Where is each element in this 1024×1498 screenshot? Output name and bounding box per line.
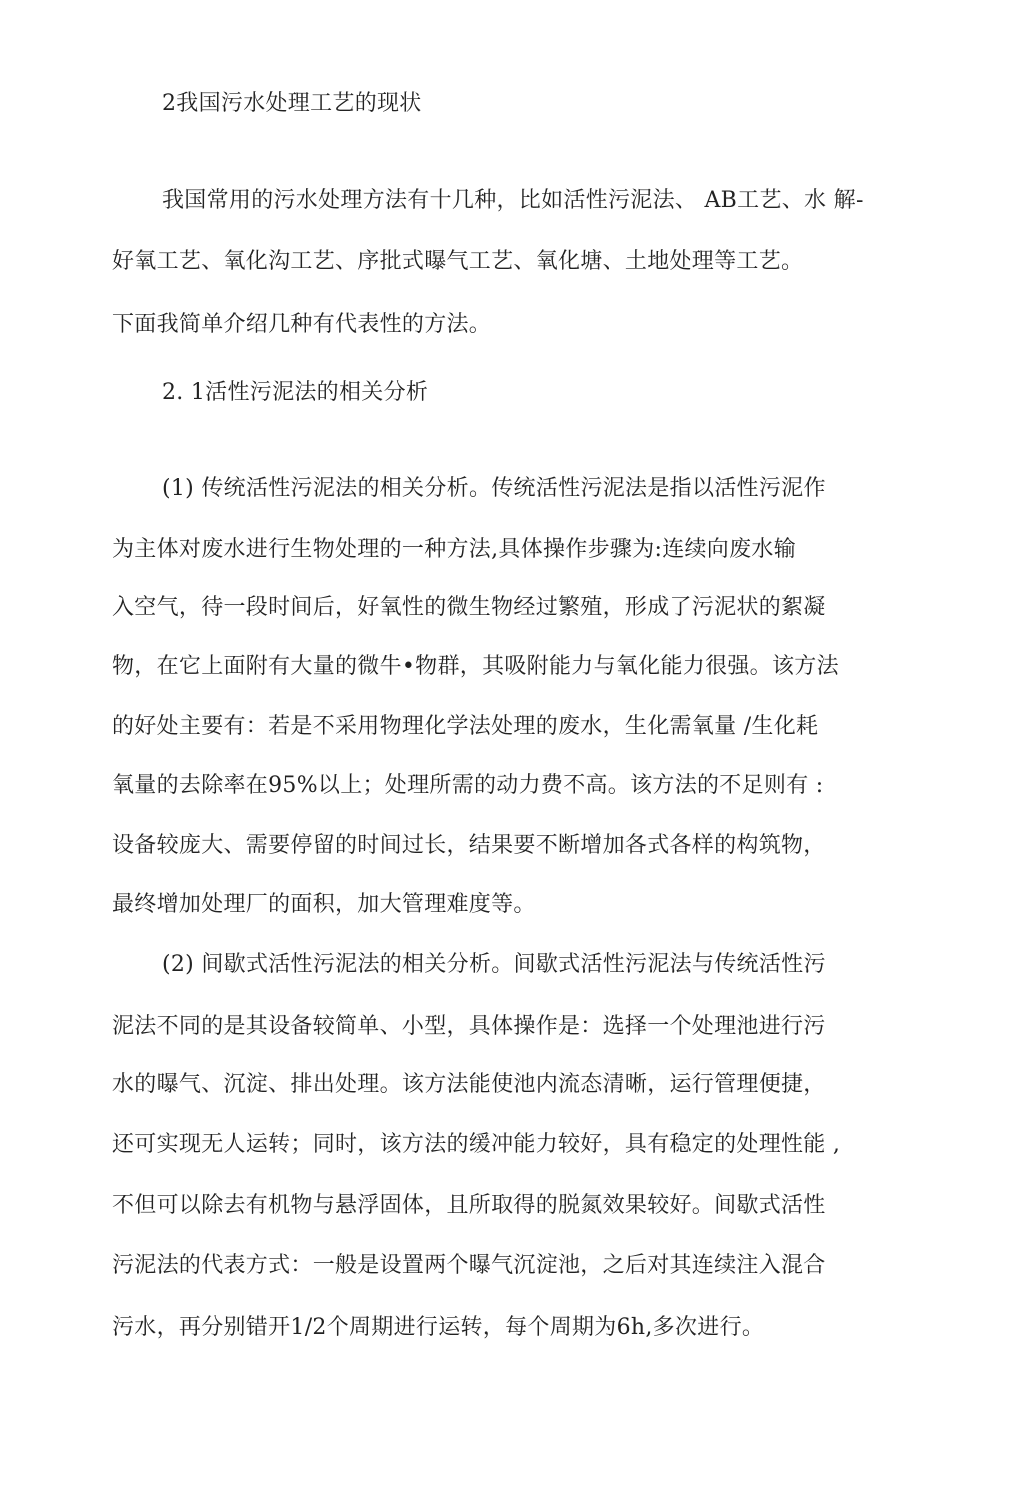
paragraph-line: 入空气，待一段时间后，好氧性的微生物经过繁殖，形成了污泥状的絮凝 bbox=[112, 595, 826, 620]
paragraph-line: 不但可以除去有机物与悬浮固体，且所取得的脱氮效果较好。间歇式活性 bbox=[112, 1193, 826, 1218]
paragraph-line: 最终增加处理厂的面积，加大管理难度等。 bbox=[112, 892, 536, 917]
paragraph-line: (1) 传统活性污泥法的相关分析。传统活性污泥法是指以活性污泥作 bbox=[162, 476, 826, 501]
paragraph-line: 的好处主要有：若是不采用物理化学法处理的废水，生化需氧量 /生化耗 bbox=[112, 714, 819, 739]
subsection-title: 2. 1活性污泥法的相关分析 bbox=[162, 380, 429, 405]
paragraph-line: 设备较庞大、需要停留的时间过长，结果要不断增加各式各样的构筑物， bbox=[112, 833, 826, 858]
paragraph-line: 氧量的去除率在95%以上；处理所需的动力费不高。该方法的不足则有 : bbox=[112, 773, 824, 798]
paragraph-line: 污泥法的代表方式：一般是设置两个曝气沉淀池，之后对其连续注入混合 bbox=[112, 1253, 826, 1278]
paragraph-line: 污水，再分别错开1/2个周期进行运转，每个周期为6h,多次进行。 bbox=[112, 1315, 765, 1340]
paragraph-line: (2) 间歇式活性污泥法的相关分析。间歇式活性污泥法与传统活性污 bbox=[162, 952, 826, 977]
paragraph-line: 还可实现无人运转；同时，该方法的缓冲能力较好，具有稳定的处理性能 , bbox=[112, 1132, 841, 1157]
paragraph-line: 泥法不同的是其设备较简单、小型，具体操作是：选择一个处理池进行污 bbox=[112, 1014, 826, 1039]
section-title: 2我国污水处理工艺的现状 bbox=[162, 91, 422, 116]
paragraph-line: 物，在它上面附有大量的微牛•物群，其吸附能力与氧化能力很强。该方法 bbox=[112, 654, 839, 679]
paragraph-line: 为主体对废水进行生物处理的一种方法,具体操作步骤为:连续向废水输 bbox=[112, 537, 797, 562]
intro-line: 下面我简单介绍几种有代表性的方法。 bbox=[112, 312, 492, 337]
paragraph-line: 水的曝气、沉淀、排出处理。该方法能使池内流态清晰，运行管理便捷， bbox=[112, 1072, 826, 1097]
intro-line: 我国常用的污水处理方法有十几种，比如活性污泥法、 AB工艺、水 解- bbox=[162, 188, 864, 213]
intro-line: 好氧工艺、氧化沟工艺、序批式曝气工艺、氧化塘、土地处理等工艺。 bbox=[112, 249, 804, 274]
